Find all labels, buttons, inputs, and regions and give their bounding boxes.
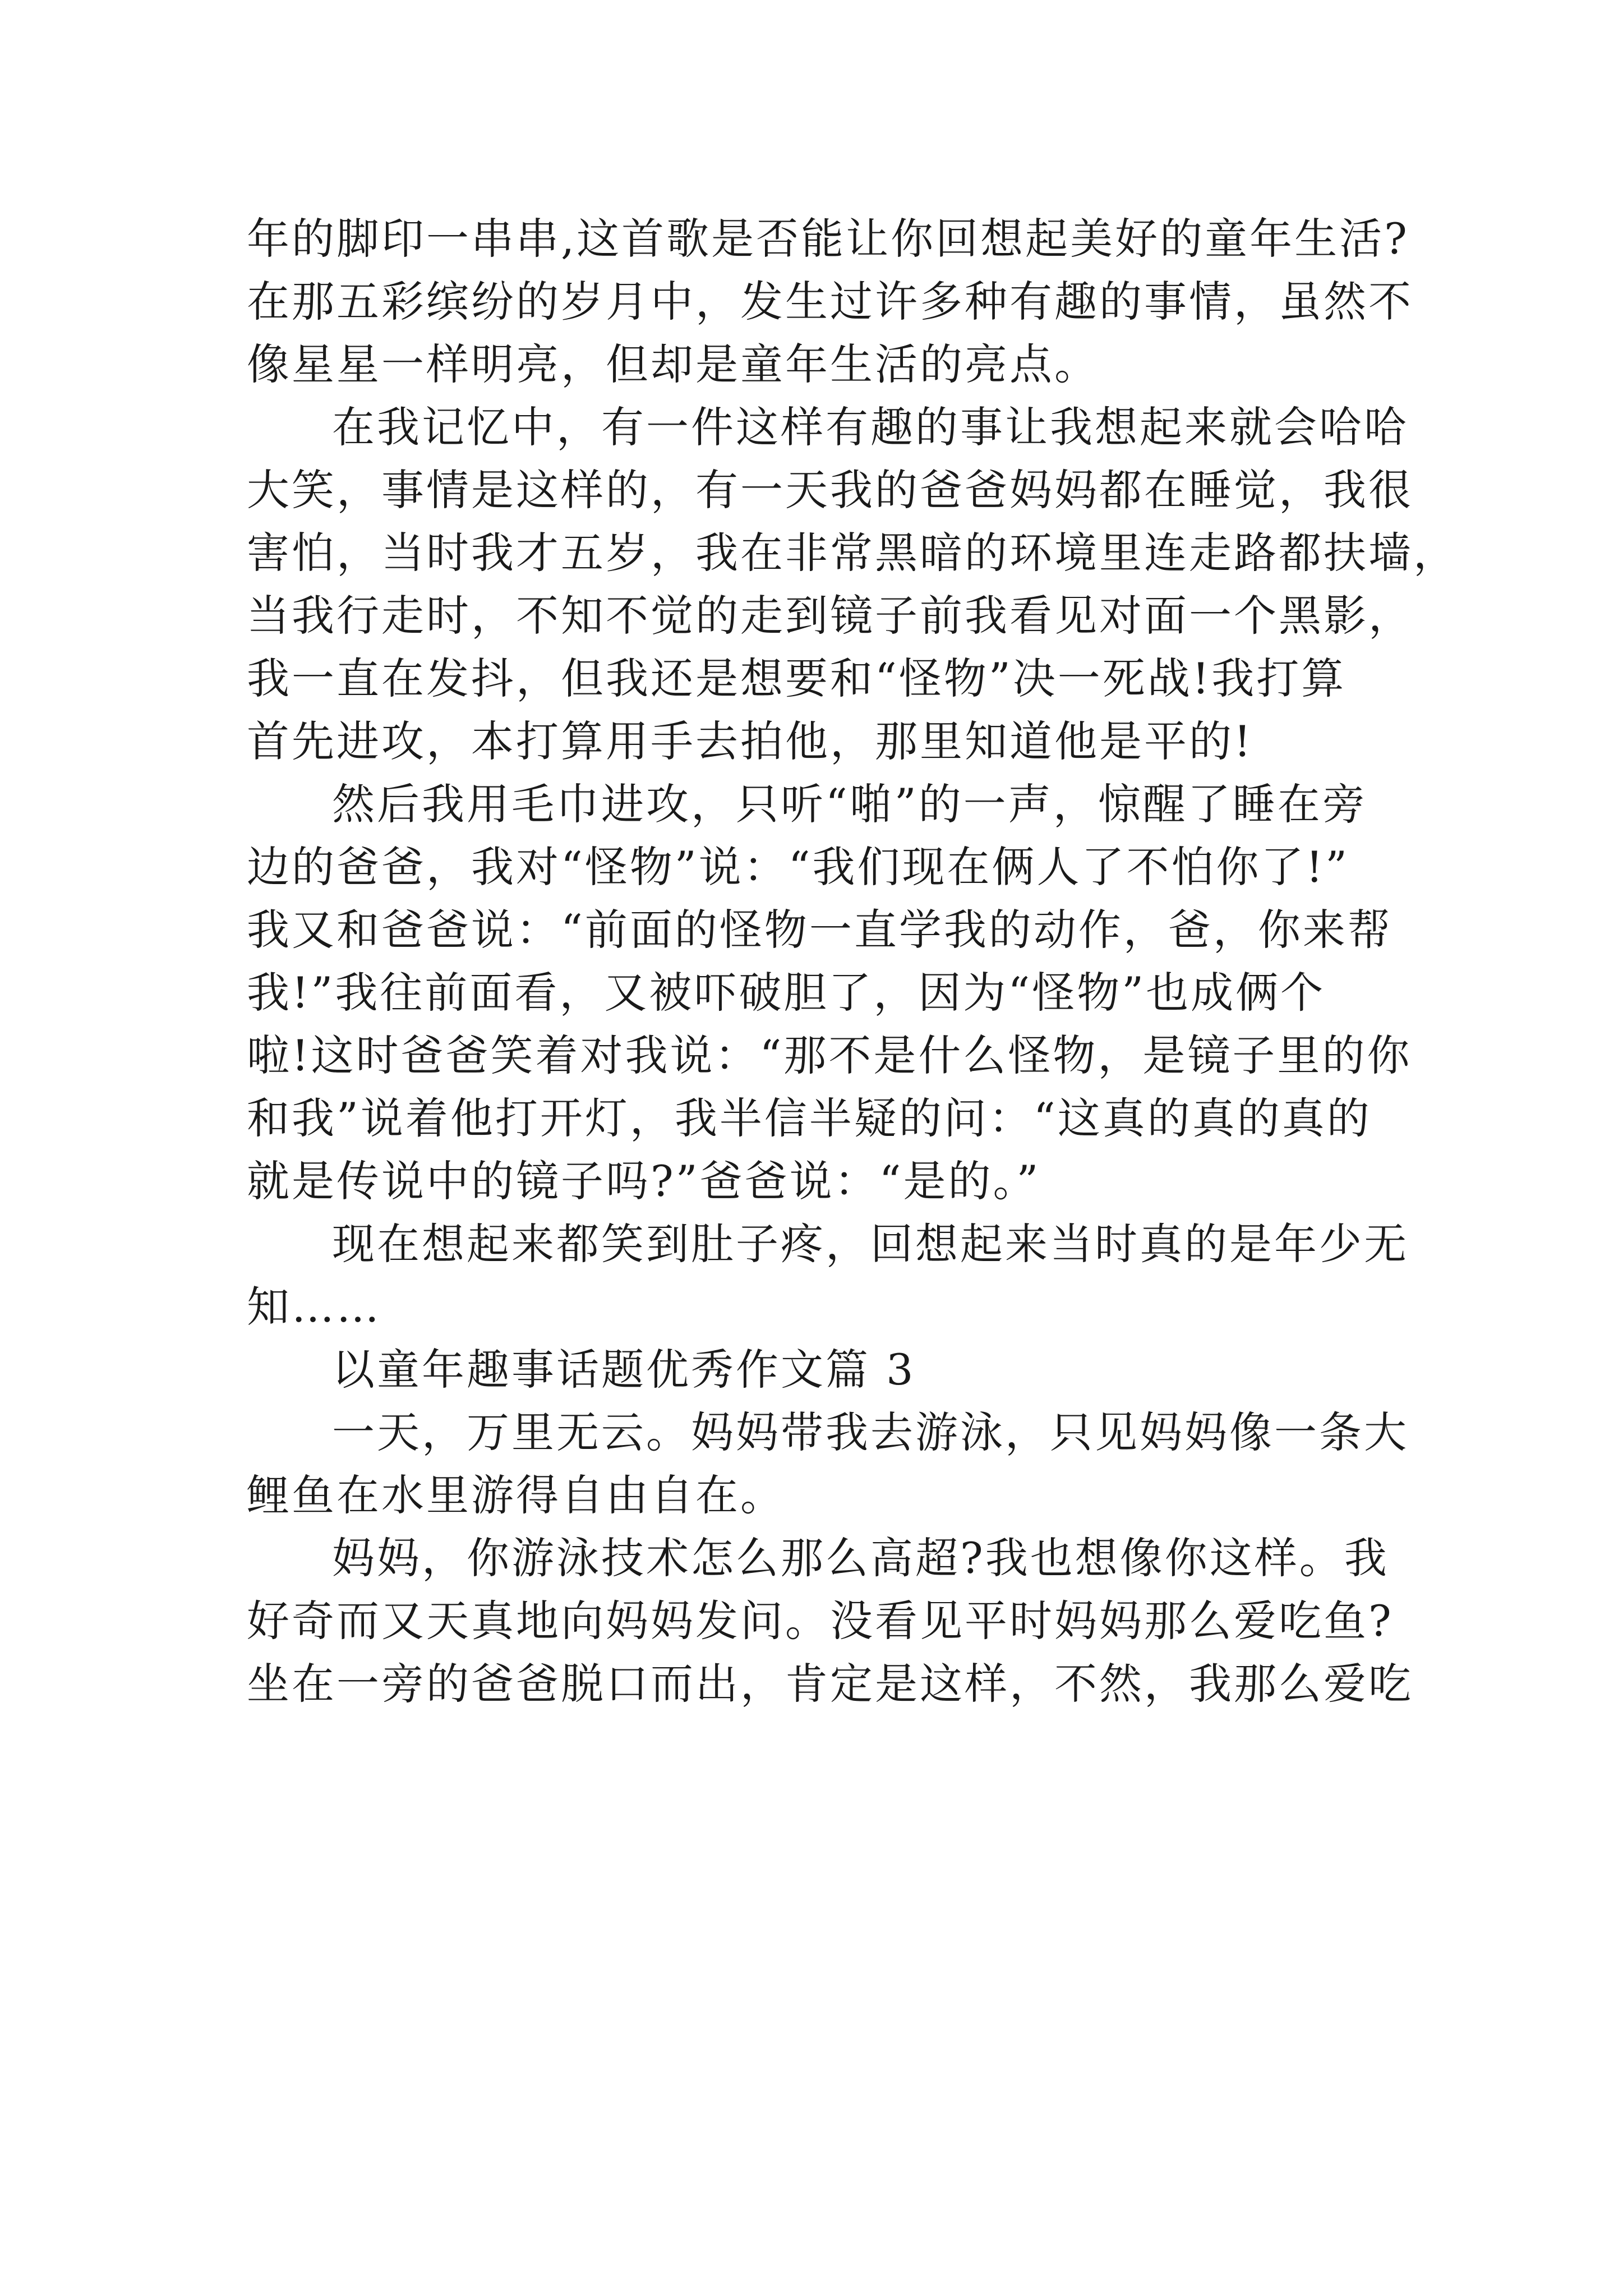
text-line: 鲤鱼在水里游得自由自在。 bbox=[247, 1470, 785, 1520]
text-line: 边的爸爸，我对“怪物”说：“我们现在俩人了不怕你了!” bbox=[247, 842, 1349, 892]
text-line: 我一直在发抖，但我还是想要和“怪物”决一死战!我打算 bbox=[247, 654, 1347, 703]
paragraph-start-line: 然后我用毛巾进攻，只听“啪”的一声，惊醒了睡在旁 bbox=[332, 779, 1367, 829]
text-line: 啦!这时爸爸笑着对我说：“那不是什么怪物，是镜子里的你 bbox=[247, 1030, 1412, 1080]
essay-text bbox=[247, 208, 1458, 1715]
paragraph-start-line: 现在想起来都笑到肚子疼，回想起来当时真的是年少无 bbox=[332, 1219, 1409, 1269]
text-line: 在那五彩缤纷的岁月中，发生过许多种有趣的事情，虽然不 bbox=[247, 277, 1413, 326]
text-line: 知…… bbox=[247, 1282, 381, 1332]
paragraph-start-line: 一天，万里无云。妈妈带我去游泳，只见妈妈像一条大 bbox=[332, 1407, 1409, 1457]
section-heading: 以童年趣事话题优秀作文篇 3 bbox=[332, 1345, 916, 1395]
text-line: 害怕，当时我才五岁，我在非常黑暗的环境里连走路都扶墙， bbox=[247, 528, 1458, 578]
paragraph-start-line: 在我记忆中，有一件这样有趣的事让我想起来就会哈哈 bbox=[332, 402, 1409, 452]
text-line: 就是传说中的镜子吗?”爸爸说：“是的。” bbox=[247, 1156, 1041, 1206]
text-line: 当我行走时，不知不觉的走到镜子前我看见对面一个黑影， bbox=[247, 591, 1413, 641]
text-line: 像星星一样明亮，但却是童年生活的亮点。 bbox=[247, 339, 1099, 389]
text-line: 好奇而又天真地向妈妈发问。没看见平时妈妈那么爱吃鱼? bbox=[247, 1596, 1394, 1646]
text-line: 年的脚印一串串,这首歌是否能让你回想起美好的童年生活? bbox=[247, 214, 1409, 264]
text-line: 我!”我往前面看，又被吓破胆了，因为“怪物”也成俩个 bbox=[247, 968, 1326, 1018]
text-line: 大笑，事情是这样的，有一天我的爸爸妈妈都在睡觉，我很 bbox=[247, 465, 1413, 515]
text-line: 坐在一旁的爸爸脱口而出，肯定是这样，不然，我那么爱吃 bbox=[247, 1659, 1413, 1709]
text-line: 我又和爸爸说：“前面的怪物一直学我的动作，爸，你来帮 bbox=[247, 905, 1393, 955]
paragraph-start-line: 妈妈，你游泳技术怎么那么高超?我也想像你这样。我 bbox=[332, 1533, 1389, 1583]
text-line: 和我”说着他打开灯，我半信半疑的问：“这真的真的真的 bbox=[247, 1093, 1372, 1143]
text-line: 首先进攻，本打算用手去拍他，那里知道他是平的! bbox=[247, 716, 1253, 766]
